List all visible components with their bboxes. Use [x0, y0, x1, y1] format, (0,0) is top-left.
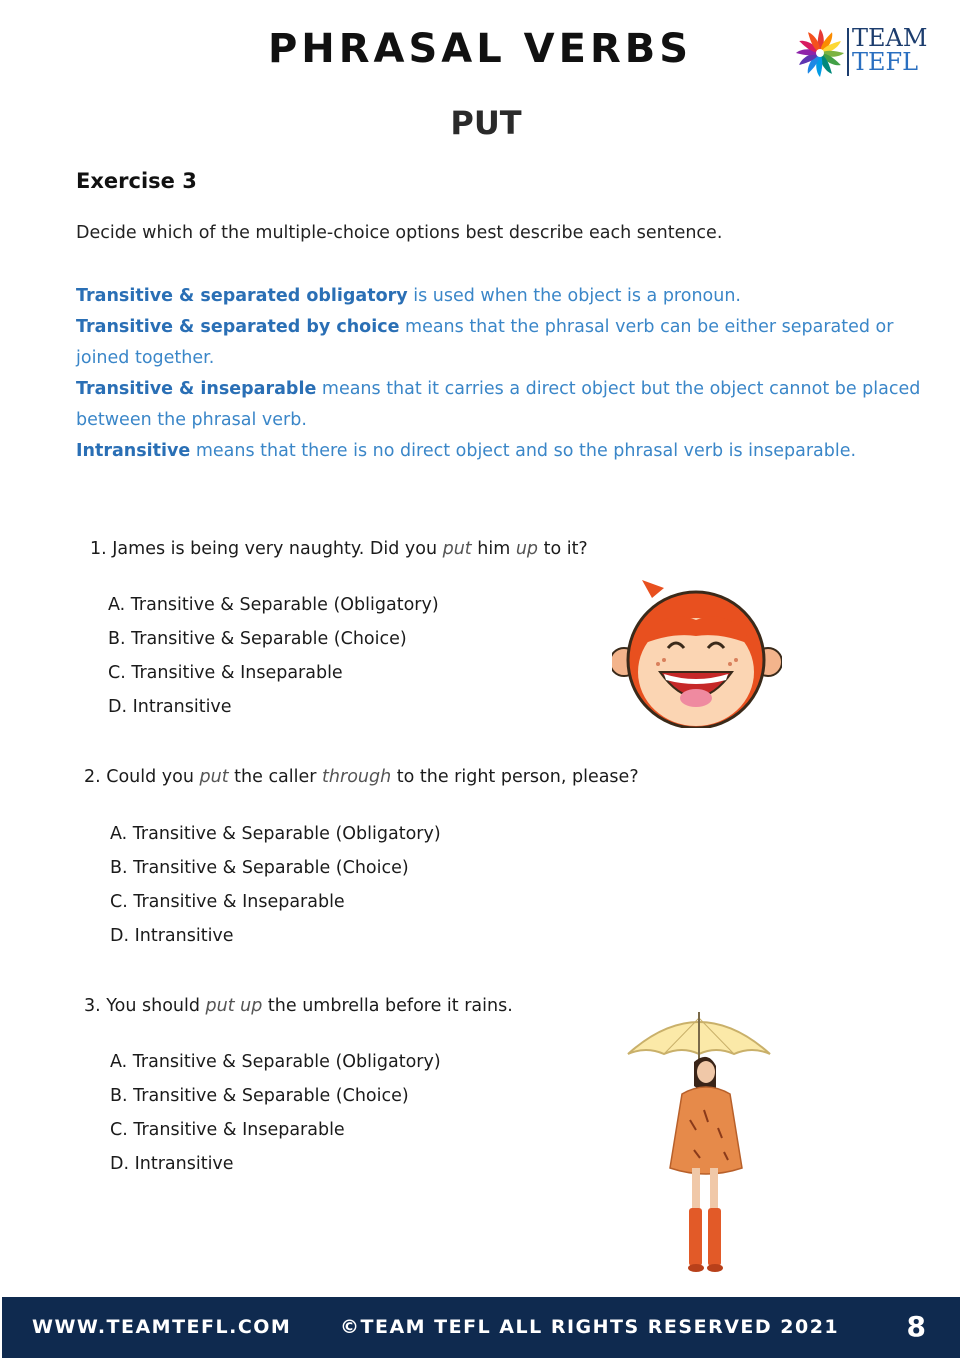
question-text: to the right person, please?	[391, 767, 639, 787]
question-text: the umbrella before it rains.	[262, 996, 513, 1016]
definition-term: Transitive & separated by choice	[76, 317, 400, 337]
definition-text: means that it carries a direct object but the object cannot be placed between the phrasal verb.	[76, 379, 921, 430]
definition-text: means that the phrasal verb can be either separated or joined together.	[76, 317, 894, 368]
option-a[interactable]: A. Transitive & Separable (Obligatory)	[110, 1052, 441, 1072]
question-2-options	[110, 817, 441, 953]
question-text: him	[471, 539, 516, 559]
exercise-instruction: Decide which of the multiple-choice options best describe each sentence.	[76, 223, 723, 243]
question-3	[84, 996, 513, 1016]
question-text: 3. You should	[84, 996, 206, 1016]
question-text: 2. Could you	[84, 767, 200, 787]
question-2	[84, 767, 639, 787]
option-b[interactable]: B. Transitive & Separable (Choice)	[110, 858, 409, 878]
particle: up	[515, 539, 539, 559]
definition-text: is used when the object is a pronoun.	[407, 286, 741, 306]
page-title: PHRASAL VERBS	[267, 26, 693, 72]
option-c[interactable]: C. Transitive & Inseparable	[110, 1120, 345, 1140]
phrasal-verb: put	[442, 539, 472, 559]
option-a[interactable]: A. Transitive & Separable (Obligatory)	[108, 595, 439, 615]
question-text: 1. James is being very naughty. Did you	[90, 539, 443, 559]
option-b[interactable]: B. Transitive & Separable (Choice)	[110, 1086, 409, 1106]
definition-item	[76, 374, 926, 436]
footer-bar	[2, 1297, 960, 1358]
exercise-title: Exercise 3	[76, 169, 197, 193]
laughing-boy-illustration	[612, 576, 782, 728]
phrasal-verb: put up	[205, 996, 263, 1016]
question-1	[90, 539, 588, 559]
question-text: the caller	[228, 767, 323, 787]
footer-website[interactable]: WWW.TEAMTEFL.COM	[32, 1316, 292, 1338]
logo-line-2: TEFL	[852, 48, 919, 76]
footer-copyright: ©TEAM TEFL ALL RIGHTS RESERVED 2021	[340, 1316, 840, 1338]
option-a[interactable]: A. Transitive & Separable (Obligatory)	[110, 824, 441, 844]
option-d[interactable]: D. Intransitive	[110, 1154, 234, 1174]
definition-term: Transitive & inseparable	[76, 379, 317, 399]
particle: through	[322, 767, 392, 787]
logo-divider	[847, 28, 849, 76]
logo-line-1: TEAM	[852, 24, 928, 52]
definition-item	[76, 281, 926, 312]
option-c[interactable]: C. Transitive & Inseparable	[108, 663, 343, 683]
definition-item	[76, 312, 926, 374]
flower-logo-icon	[794, 26, 846, 78]
girl-with-umbrella-illustration	[624, 1010, 774, 1280]
definition-text: means that there is no direct object and so the phrasal verb is inseparable.	[190, 441, 857, 461]
question-1-options	[108, 588, 439, 724]
definition-term: Transitive & separated obligatory	[76, 286, 408, 306]
page-number: 8	[906, 1310, 926, 1343]
phrasal-verb: put	[199, 767, 229, 787]
question-text: to it?	[538, 539, 588, 559]
option-c[interactable]: C. Transitive & Inseparable	[110, 892, 345, 912]
logo-text	[852, 26, 927, 74]
definition-item	[76, 436, 926, 467]
option-b[interactable]: B. Transitive & Separable (Choice)	[108, 629, 407, 649]
page-subtitle: PUT	[450, 104, 522, 142]
option-d[interactable]: D. Intransitive	[108, 697, 232, 717]
definition-term: Intransitive	[76, 441, 191, 461]
definitions-block	[76, 281, 926, 467]
option-d[interactable]: D. Intransitive	[110, 926, 234, 946]
team-tefl-logo	[794, 26, 939, 80]
question-3-options	[110, 1045, 441, 1181]
